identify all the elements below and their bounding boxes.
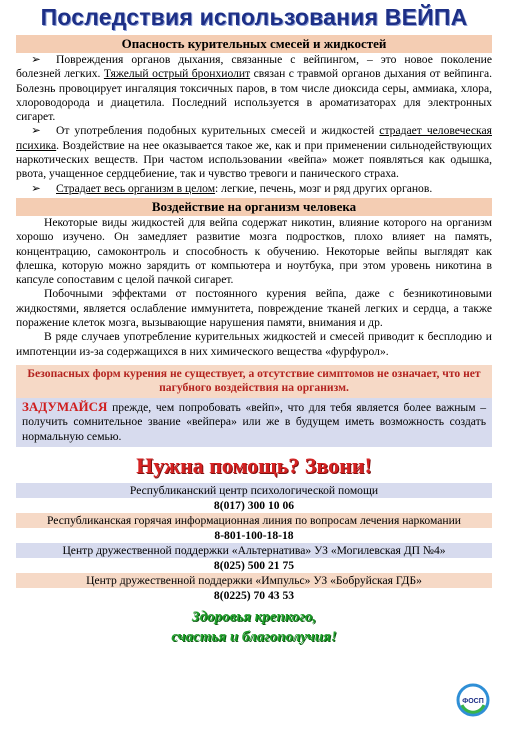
paragraph-side-effects: Побочными эффектами от постоянного курения вейпа, даже с безникотиновыми жидкостями, является ослабление иммунитета, повреждение тканей легких и сердца, а также поражение клеток мозга, вызывающие нарушения памяти, внимания и др. [16,287,492,330]
think-text: прежде, чем попробовать «вейп», что для тебя является более важным – получить сомнительное звание «вейпера» или же в будущем иметь возможность создать нормальную семью. [22,400,486,443]
underlined-term: страдает человеческая психика [16,124,492,152]
paragraph-respiratory: ➢ Повреждения органов дыхания, связанные с вейпингом, – это новое поколение болезней легких. Тяжелый острый бронхиолит связан с травмой органов дыхания от вейпинга. Болезнь провоцирует ингаляция токсичных паров, в том числе диоксида серы, аммиака, хлора, хлороводорода и диацетила. Последний используется в ароматизаторах для электронных сигарет. [16,53,492,124]
think-box [16,398,492,447]
help-heading: Нужна помощь? Звони! [136,452,372,478]
paragraph-nicotine: Некоторые виды жидкостей для вейпа содержат никотин, влияние которого на организм хорошо изучено. Он замедляет развитие мозга подростков, плохо влияет на память, концентрацию, самоконтроль и способность к обучению. Некоторые вейпы выглядят как флешка, которую можно зарядить от компьютера и ноутбука, при этом уровень никотина в капсуле сопоставим с целой пачкой сигарет. [16,215,492,287]
contact-name: Центр дружественной поддержки «Импульс» УЗ «Бобруйская ГДБ» [16,573,492,588]
contact-phone: 8-801-100-18-18 [214,528,294,542]
wish-line-2: счастья и благополучия! [171,628,337,645]
page-title: Последствия использования ВЕЙПА [40,4,468,30]
think-word: ЗАДУМАЙСЯ [22,398,108,414]
paragraph-psyche: ➢ От употребления подобных курительных смесей и жидкостей страдает человеческая психика. Воздействие на нее оказывается такое же, как и при применении сильнодействующих наркотических веществ. При частом использовании «вейпа» может появляться как одышка, рвота, учащенное сердцебиение, так и чувство тревоги и панического страха. [16,124,492,181]
warning-text: Безопасных форм курения не существует, а отсутствие симптомов не означает, что нет пагубного воздействия на организм. [27,366,481,394]
wish-line-1: Здоровья крепкого, [191,608,317,625]
contact-phone: 8(017) 300 10 06 [213,498,295,512]
contact-name: Республиканская горячая информационная линия по вопросам лечения наркомании [16,513,492,528]
underlined-term: Страдает весь организм в целом [56,181,216,195]
paragraph-infertility: В ряде случаев употребление курительных жидкостей и смесей приводит к бесплодию и импотенции из-за содержащихся в них химического вещества «фурфурол». [16,330,492,358]
section-heading-effects: Воздействие на организм человека [16,198,492,216]
contact-name: Центр дружественной поддержки «Альтернатива» УЗ «Могилевская ДП №4» [16,543,492,558]
contact-phone: 8(0225) 70 43 53 [213,588,295,602]
arrow-bullet-icon: ➢ [31,181,41,195]
underlined-term: Тяжелый острый бронхиолит [103,67,251,81]
arrow-bullet-icon: ➢ [31,124,41,138]
wish-text [16,607,492,647]
contact-phone: 8(025) 500 21 75 [213,558,295,572]
organization-logo-icon [456,683,490,717]
arrow-bullet-icon: ➢ [31,53,41,66]
paragraph-whole-body: ➢ Страдает весь организм в целом: легкие, печень, мозг и ряд других органов. [16,182,492,196]
section-heading-dangers: Опасность курительных смесей и жидкостей [16,35,492,53]
warning-box [16,365,492,398]
logo-text: ФОСП [462,698,484,705]
contact-name: Республиканский центр психологической помощи [16,483,492,498]
